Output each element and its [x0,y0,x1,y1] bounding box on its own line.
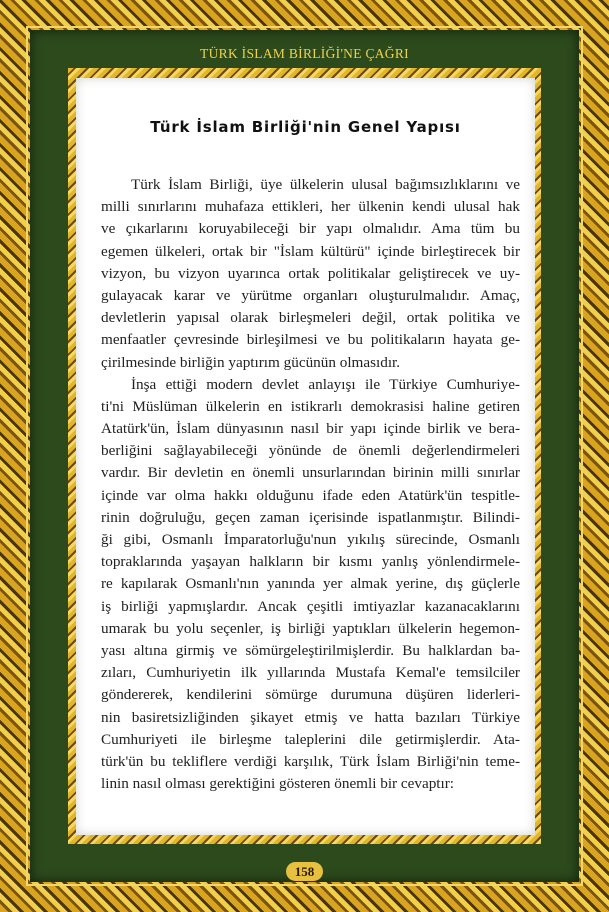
page-number [0,864,609,880]
text-line: rinin doğruluğu, geçen zaman içerisinde ispatlanmıştır. Bilindi- [101,508,520,526]
text-line: Atatürk'ün, İslam dünyasının nasıl bir yapı içinde birlik ve bera- [101,420,520,438]
text-line: göndererek, kendilerini sömürge durumuna düşüren liderleri- [101,686,520,704]
text-line: çirilmesinde birliğin yaptırım gücünün olmasıdır. [101,353,401,371]
text-line: Cumhuriyeti ile birleşme taleplerini dile getirmişlerdir. Ata- [101,730,520,748]
page-content [76,78,535,835]
text-line: içinde var olma hakkı olduğunu ifade eden Atatürk'ün tespitle- [101,486,520,504]
text-line: türk'ün bu tekliflere verdiği karşılık, Türk İslam Birliği'nin teme- [101,752,520,770]
body-text [101,174,520,795]
text-line: berliğini sağlayabileceği yönünde de önemli değerlendirmeleri [101,442,520,460]
text-line: devletlerin yapısal olarak birleşmeleri değil, ortak politika ve [101,309,520,327]
paragraph [101,174,520,374]
text-line: ve çıkarlarını koruyabileceği bir yapı olmalıdır. Ama tüm bu [101,220,520,238]
text-line: İnşa ettiği modern devlet anlayışı ile Türkiye Cumhuriye- [131,375,520,393]
text-line: zıları, Cumhuriyetin ilk yıllarında Mustafa Kemal'e temsilciler [101,664,520,682]
paragraph [101,374,520,796]
text-line: iş birliği yapmışlardır. Ancak çeşitli imtiyazlar kazanacaklarını [101,597,520,615]
text-line: umarak bu yolu seçenler, iş birliği yaptıkları ülkelerin hegemon- [101,619,520,637]
text-line: linin nasıl olması gerektiğini gösteren önemli bir cevaptır: [101,775,455,793]
text-line: nin basiretsizliğinden şikayet etmiş ve hatta bazıları Türkiye [101,708,520,726]
text-line: milli sınırlarını muhafaza ettikleri, her ülkenin kendi ulusal hak [101,198,520,216]
text-line: egemen ülkeleri, ortak bir "İslam kültürü" içinde birleştirecek bir [101,242,520,260]
running-header: TÜRK İSLAM BİRLİĞİ'NE ÇAĞRI [200,46,409,61]
text-line: menfaatler çevresinde birleşilmesi ve bu politikaların hayata ge- [101,331,520,349]
text-line: ği gibi, Osmanlı İmparatorluğu'nun yıkılış sürecinde, Osmanlı [101,531,520,548]
text-line: ti'ni Müslüman ülkelerin en istikrarlı demokrasisi haline getiren [101,397,520,415]
section-title: Türk İslam Birliği'nin Genel Yapısı [150,118,461,136]
page-number-label: 158 [286,862,324,881]
text-line: gulayacak karar ve yürütme organları oluşturulmalıdır. Amaç, [101,286,520,304]
text-line: topraklarında yaşayan halkların bir kısmı yanlış yönlendirmele- [101,553,520,571]
text-line: yası altına girmiş ve sömürgeleştirilmişlerdir. Bu halklardan ba- [101,641,520,659]
text-line: re kapılarak Osmanlı'nın yanında yer almak yerine, dış güçlerle [101,575,520,593]
text-line: Türk İslam Birliği, üye ülkelerin ulusal bağımsızlıklarını ve [131,176,520,193]
text-line: vizyon, bu vizyon uyarınca ortak politikalar geliştirecek ve uy- [101,264,520,282]
text-line: vardır. Bir devletin en önemli unsurlarından birinin milli sınırlar [101,464,520,482]
